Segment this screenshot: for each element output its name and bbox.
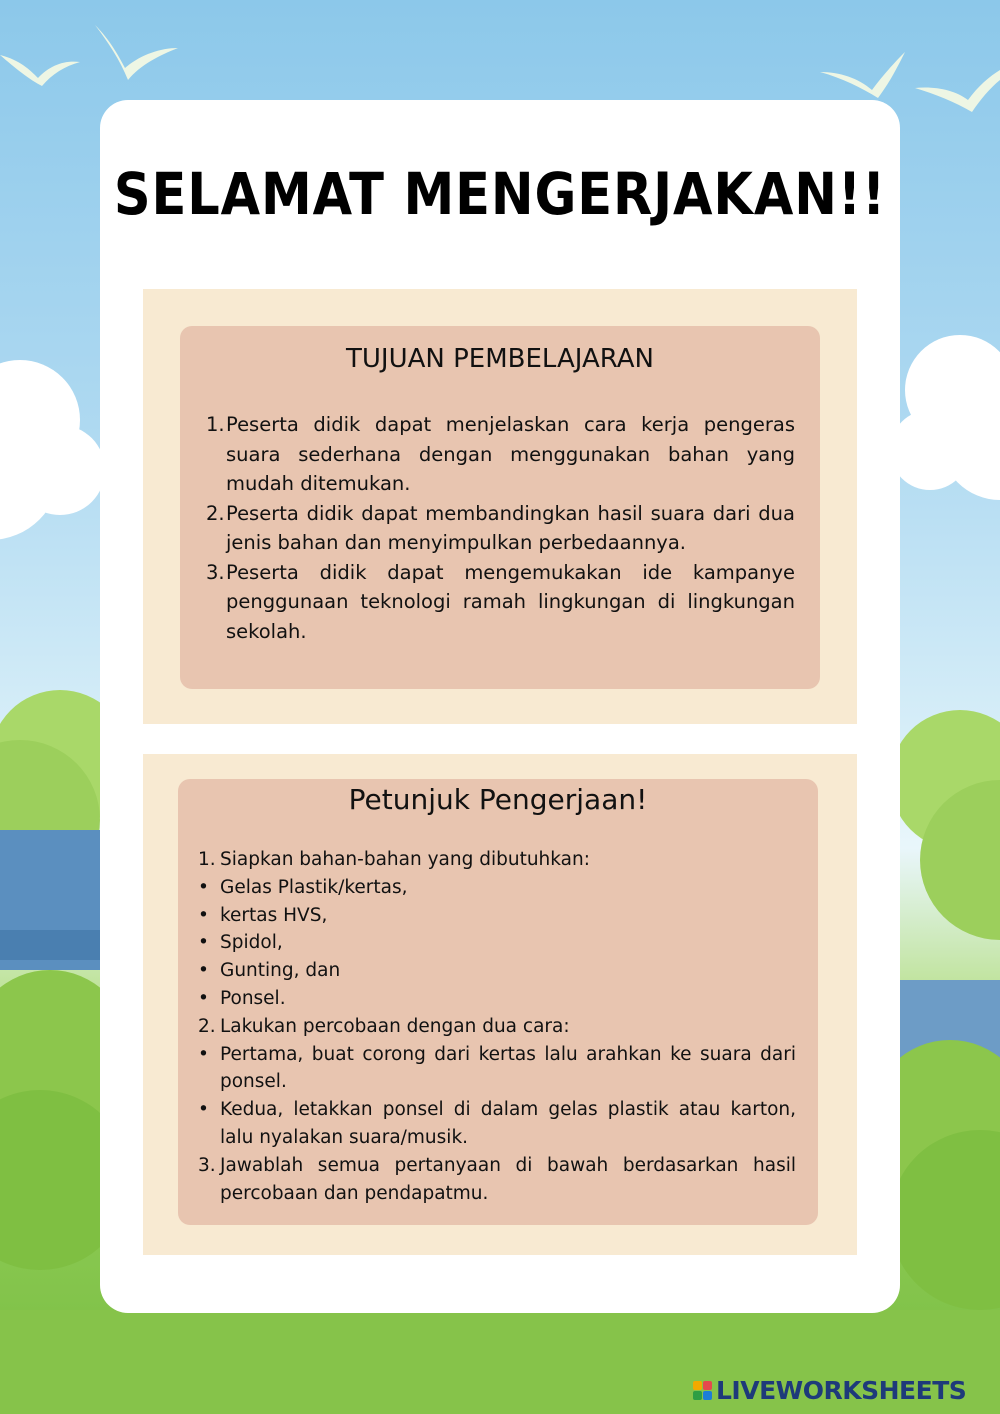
list-item-text: Jawablah semua pertanyaan di bawah berdasarkan hasil percobaan dan pendapatmu. [220, 1154, 796, 1204]
list-item-text: Ponsel. [220, 987, 286, 1009]
list-item [198, 1013, 796, 1041]
list-item [198, 1041, 796, 1097]
list-item [198, 874, 796, 902]
list-item [198, 929, 796, 957]
petunjuk-heading: Petunjuk Pengerjaan! [348, 783, 648, 816]
page-title: SELAMAT MENGERJAKAN!! [113, 160, 887, 228]
list-item-text: kertas HVS, [220, 904, 328, 926]
watermark-text: LIVEWORKSHEETS [716, 1375, 967, 1405]
list-item-text: Siapkan bahan-bahan yang dibutuhkan: [220, 849, 590, 870]
list-item [198, 957, 796, 985]
list-item [198, 846, 796, 874]
bullet-icon: • [198, 904, 209, 926]
list-number: 1. [206, 413, 225, 436]
list-item-text: Pertama, buat corong dari kertas lalu arahkan ke suara dari ponsel. [220, 1043, 796, 1093]
list-item [206, 499, 795, 558]
list-number: 3. [206, 560, 225, 584]
liveworksheets-icon [693, 1381, 712, 1400]
petunjuk-box [178, 779, 818, 1225]
list-item-text: Gelas Plastik/kertas, [220, 876, 408, 898]
tujuan-panel [143, 289, 857, 724]
list-item [198, 1152, 796, 1208]
tujuan-list [206, 410, 795, 646]
petunjuk-panel [143, 754, 857, 1255]
liveworksheets-logo[interactable] [693, 1375, 966, 1405]
bullet-icon: • [198, 960, 209, 982]
list-item [206, 410, 795, 499]
bullet-icon: • [198, 1043, 209, 1065]
list-item-text: Peserta didik dapat mengemukakan ide kampanye penggunaan teknologi ramah lingkungan di lingkungan sekolah. [226, 560, 795, 643]
bullet-icon: • [198, 932, 209, 954]
bullet-icon: • [198, 1099, 209, 1121]
bullet-icon: • [198, 876, 209, 898]
tujuan-heading: TUJUAN PEMBELAJARAN [345, 344, 655, 374]
tujuan-box [180, 326, 820, 689]
list-item [198, 902, 796, 930]
list-item-text: Kedua, letakkan ponsel di dalam gelas plastik atau karton, lalu nyalakan suara/musik. [220, 1099, 796, 1148]
cloud-right [890, 335, 1000, 500]
list-item-text: Lakukan percobaan dengan dua cara: [220, 1015, 570, 1037]
petunjuk-list [198, 846, 796, 1207]
list-item [198, 1096, 796, 1152]
list-item-text: Peserta didik dapat menjelaskan cara kerja pengeras suara sederhana dengan menggunakan bahan yang mudah ditemukan. [226, 413, 795, 495]
list-number: 2. [206, 501, 225, 525]
list-item-text: Peserta didik dapat membandingkan hasil suara dari dua jenis bahan dan menyimpulkan perbedaannya. [226, 501, 795, 554]
list-item-text: Gunting, dan [220, 960, 341, 982]
list-item-text: Spidol, [220, 932, 283, 954]
list-number: 2. [198, 1015, 216, 1037]
list-item [198, 985, 796, 1013]
bullet-icon: • [198, 987, 209, 1009]
list-number: 1. [198, 849, 216, 870]
cloud-left [0, 360, 105, 540]
list-number: 3. [198, 1154, 216, 1176]
birds-icon [0, 25, 1000, 112]
list-item [206, 558, 795, 647]
